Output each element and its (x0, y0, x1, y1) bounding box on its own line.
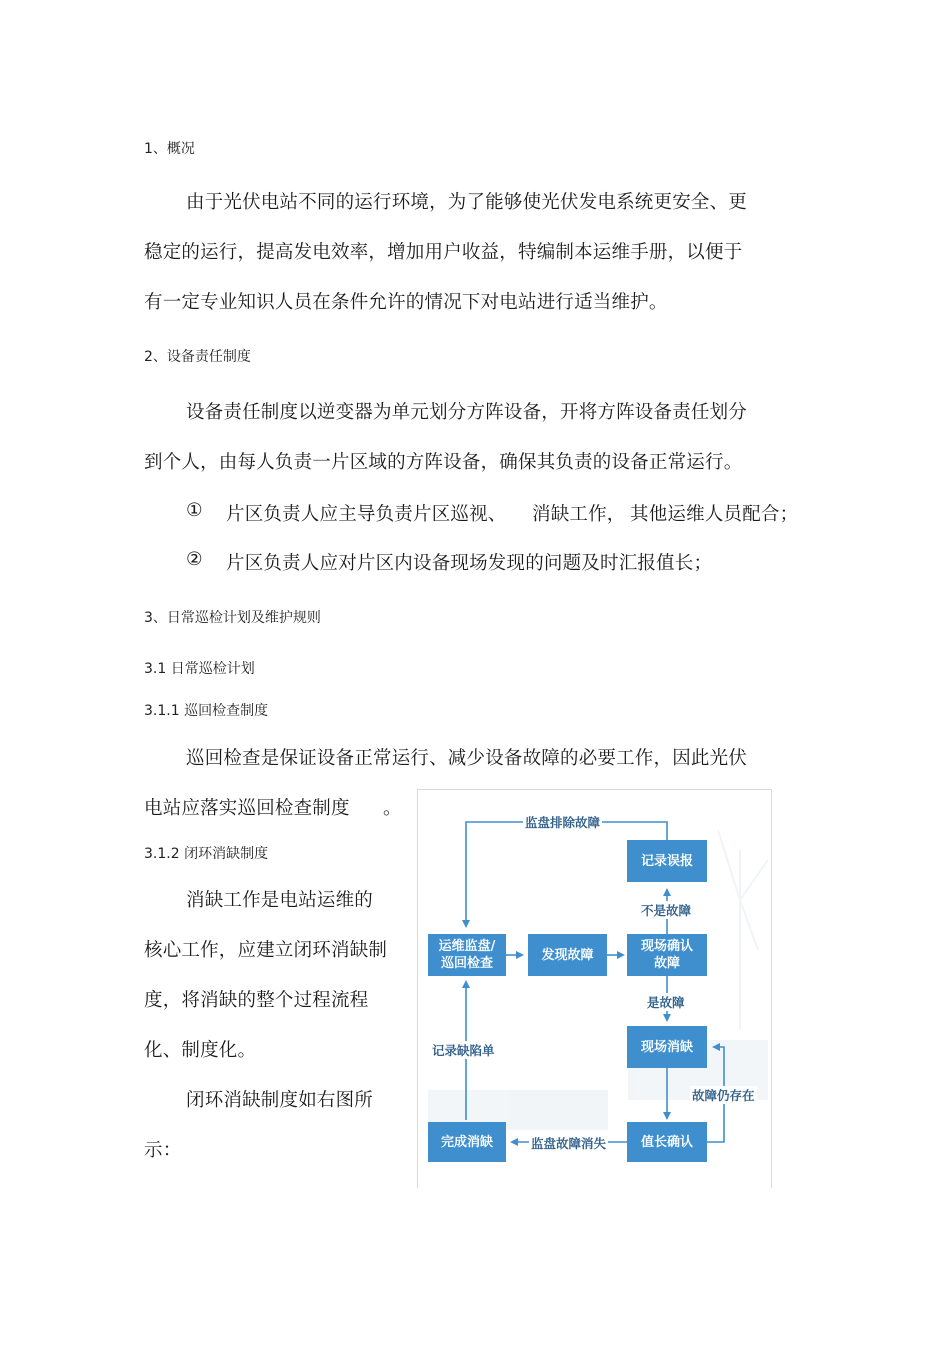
node-monitor (428, 934, 506, 976)
section-3-heading: 3、日常巡检计划及维护规则 (144, 610, 321, 626)
closed-loop-flowchart (417, 789, 772, 1188)
paragraph-line: 化、制度化。 (144, 1040, 257, 1061)
node-confirm-label: 现场确认 故障 (640, 939, 693, 971)
paragraph-line: 到个人，由每人负责一片区域的方阵设备，确保其负责的设备正常运行。 (144, 452, 743, 473)
edge-label-record-defect: 记录缺陷单 (432, 1043, 495, 1058)
list-item-text: 消缺工作， (532, 504, 626, 525)
node-chief-confirm (627, 1122, 707, 1162)
paragraph-line: 稳定的运行，提高发电效率，增加用户收益，特编制本运维手册，以便于 (144, 242, 743, 263)
paragraph-line: 核心工作，应建立闭环消缺制 (144, 940, 388, 961)
section-3-1-heading: 3.1 日常巡检计划 (144, 661, 255, 677)
node-done-label: 完成消缺 (440, 1134, 493, 1150)
node-chief-confirm-label: 值长确认 (640, 1134, 693, 1150)
edge-label-is-fault: 是故障 (647, 995, 685, 1010)
node-fix-label: 现场消缺 (640, 1039, 693, 1055)
node-record-false-label: 记录误报 (640, 853, 693, 869)
edge-label-disappear: 监盘故障消失 (531, 1136, 607, 1151)
section-1-heading: 1、概况 (144, 141, 195, 157)
node-fix (627, 1026, 707, 1068)
node-find-fault-label: 发现故障 (541, 947, 594, 963)
node-monitor-label: 运维监盘/ 巡回检查 (438, 939, 496, 971)
paragraph-line: 由于光伏电站不同的运行环境，为了能够使光伏发电系统更安全、更 (186, 192, 748, 213)
paragraph-line: 度，将消缺的整个过程流程 (144, 990, 369, 1011)
list-item-marker: ① (186, 500, 203, 521)
section-2-heading: 2、设备责任制度 (144, 349, 251, 365)
node-confirm (627, 934, 707, 976)
list-item-marker: ② (186, 549, 203, 570)
section-3-1-2-heading: 3.1.2 闭环消缺制度 (144, 846, 269, 862)
edge-label-still-fault: 故障仍存在 (692, 1088, 755, 1103)
section-3-1-1-heading: 3.1.1 巡回检查制度 (144, 703, 269, 719)
node-record-false (627, 840, 707, 882)
list-item-text: 片区负责人应对片区内设备现场发现的问题及时汇报值长； (226, 553, 713, 574)
paragraph-line: 巡回检查是保证设备正常运行、减少设备故障的必要工作，因此光伏 (186, 748, 748, 769)
edge-label-not-fault: 不是故障 (641, 903, 692, 918)
list-item-text: 其他运维人员配合； (630, 504, 799, 525)
paragraph-line: 示： (144, 1140, 182, 1161)
paragraph-line: 闭环消缺制度如右图所 (186, 1090, 374, 1111)
paragraph-line: 电站应落实巡回检查制度 (144, 798, 350, 819)
paragraph-line: 。 (383, 798, 402, 819)
paragraph-line: 有一定专业知识人员在条件允许的情况下对电站进行适当维护。 (144, 292, 668, 313)
list-item-text: 片区负责人应主导负责片区巡视、 (226, 504, 507, 525)
node-find-fault (528, 934, 607, 976)
paragraph-line: 设备责任制度以逆变器为单元划分方阵设备，开将方阵设备责任划分 (186, 402, 748, 423)
edge-label-top: 监盘排除故障 (525, 815, 601, 830)
paragraph-line: 消缺工作是电站运维的 (186, 890, 374, 911)
node-done (428, 1122, 506, 1162)
